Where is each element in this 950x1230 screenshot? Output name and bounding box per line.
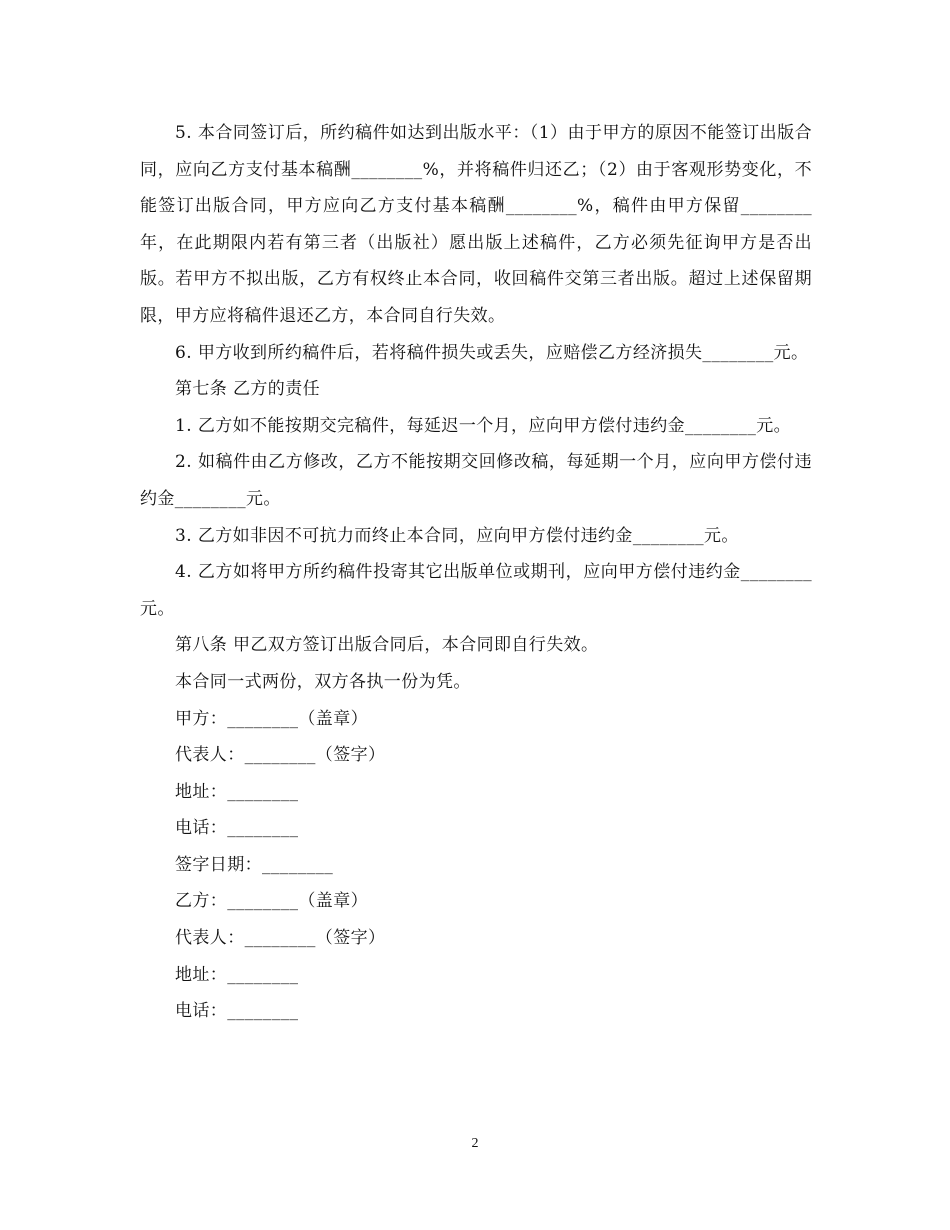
clause-5-unpublished-manuscript: 5. 本合同签订后，所约稿件如达到出版水平：（1）由于甲方的原因不能签订出版合同，应向乙方支付基本稿酬________%，并将稿件归还乙；（2）由于客观形势变化，不能签订出版合同，甲方应向乙方支付基本稿酬________%，稿件由甲方保留________年，在此期限内若有第三者（出版社）愿出版上述稿件，乙方必须先征询甲方是否出版。若甲方不拟出版，乙方有权终止本合同，收回稿件交第三者出版。超过上述保留期限，甲方应将稿件退还乙方，本合同自行失效。 (140, 123, 812, 326)
party-a-address-line: 地址：________ (175, 781, 299, 802)
contract-body (140, 115, 812, 1030)
page-number: 2 (471, 1136, 479, 1151)
clause-6-manuscript-loss: 6. 甲方收到所约稿件后，若将稿件损失或丢失，应赔偿乙方经济损失________元。 (175, 342, 809, 363)
party-b-signature-line: 乙方：________（盖章） (175, 891, 368, 912)
party-a-phone-line: 电话：________ (175, 818, 299, 839)
article-7-heading: 第七条 乙方的责任 (175, 379, 321, 400)
party-a-representative-line: 代表人：________（签字） (175, 745, 386, 766)
copies-statement: 本合同一式两份，双方各执一份为凭。 (175, 671, 471, 692)
party-a-signature-line: 甲方：________（盖章） (175, 708, 368, 729)
article-7-item-3: 3. 乙方如非因不可抗力而终止本合同，应向甲方偿付违约金________元。 (175, 525, 739, 546)
article-7-item-2: 2. 如稿件由乙方修改，乙方不能按期交回修改稿，每延期一个月，应向甲方偿付违约金________元。 (140, 452, 812, 509)
party-b-phone-line: 电话：________ (175, 1001, 299, 1022)
article-7-item-4: 4. 乙方如将甲方所约稿件投寄其它出版单位或期刊，应向甲方偿付违约金________元。 (140, 562, 812, 619)
party-b-representative-line: 代表人：________（签字） (175, 928, 386, 949)
article-8: 第八条 甲乙双方签订出版合同后，本合同即自行失效。 (175, 635, 599, 656)
party-b-address-line: 地址：________ (175, 964, 299, 985)
signing-date-line: 签字日期：________ (175, 854, 334, 875)
article-7-item-1: 1. 乙方如不能按期交完稿件，每延迟一个月，应向甲方偿付违约金________元。 (175, 415, 792, 436)
